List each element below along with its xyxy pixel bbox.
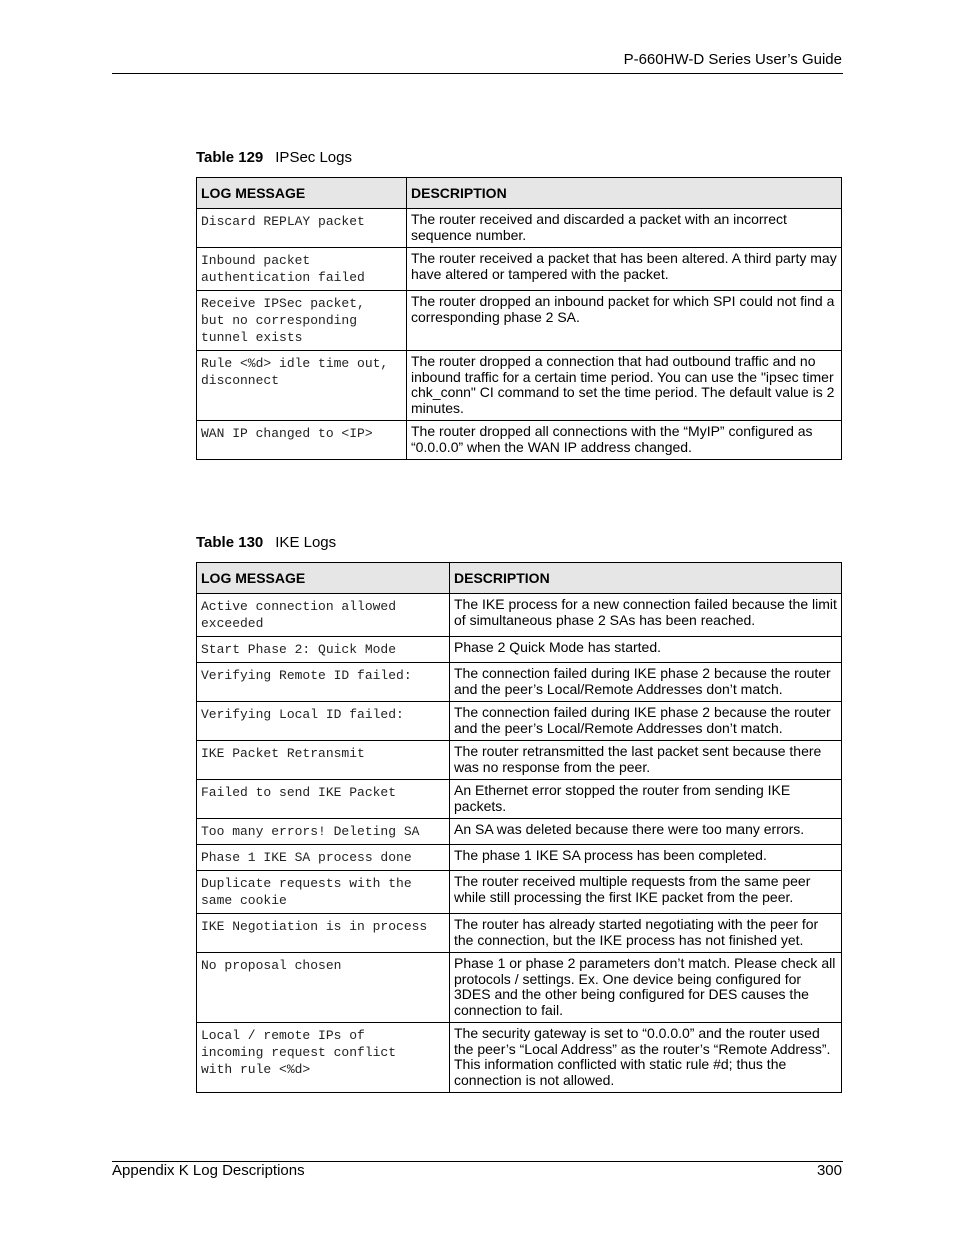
description-cell: The IKE process for a new connection failed because the limit of simultaneous phase 2 SAs has been reached. — [450, 594, 842, 637]
description-cell: The router received multiple requests from the same peer while still processing the first IKE packet from the peer. — [450, 871, 842, 914]
table-row — [197, 594, 842, 637]
table-129-caption — [196, 149, 352, 166]
description-cell: The router dropped all connections with the “MyIP” configured as “0.0.0.0” when the WAN IP address changed. — [407, 421, 842, 460]
description-cell: An SA was deleted because there were too many errors. — [450, 819, 842, 845]
column-header-description: DESCRIPTION — [407, 178, 842, 209]
log-message-cell: Local / remote IPs of incoming request conflict with rule <%d> — [197, 1023, 450, 1093]
page-number: 300 — [816, 1162, 842, 1179]
log-message-cell: Verifying Remote ID failed: — [197, 663, 450, 702]
table-row — [197, 780, 842, 819]
log-message-cell: Start Phase 2: Quick Mode — [197, 637, 450, 663]
log-message-cell: WAN IP changed to <IP> — [197, 421, 407, 460]
table-row — [197, 914, 842, 953]
description-cell: The phase 1 IKE SA process has been completed. — [450, 845, 842, 871]
table-row — [197, 871, 842, 914]
log-message-cell: IKE Negotiation is in process — [197, 914, 450, 953]
table-row — [197, 248, 842, 291]
log-message-cell: Phase 1 IKE SA process done — [197, 845, 450, 871]
table-row — [197, 953, 842, 1023]
log-message-cell: Inbound packet authentication failed — [197, 248, 407, 291]
log-message-cell: Rule <%d> idle time out, disconnect — [197, 351, 407, 421]
column-header-description: DESCRIPTION — [450, 563, 842, 594]
table-129-number: Table 129 — [196, 149, 264, 166]
column-header-log-message: LOG MESSAGE — [197, 563, 450, 594]
table-row — [197, 702, 842, 741]
table-row — [197, 663, 842, 702]
description-cell: The router received and discarded a packet with an incorrect sequence number. — [407, 209, 842, 248]
ipsec-logs-table — [196, 177, 842, 460]
description-cell: Phase 2 Quick Mode has started. — [450, 637, 842, 663]
description-cell: The router retransmitted the last packet sent because there was no response from the peer. — [450, 741, 842, 780]
table-row — [197, 351, 842, 421]
log-message-cell: Verifying Local ID failed: — [197, 702, 450, 741]
table-row — [197, 421, 842, 460]
log-message-cell: Active connection allowed exceeded — [197, 594, 450, 637]
description-cell: The security gateway is set to “0.0.0.0” and the router used the peer’s “Local Address” as the router’s “Remote Address”. This information conflicted with static rule #d; thus the connection is not allowed. — [450, 1023, 842, 1093]
table-129-title: IPSec Logs — [275, 149, 352, 166]
log-message-cell: Failed to send IKE Packet — [197, 780, 450, 819]
table-130-caption — [196, 534, 336, 551]
table-row — [197, 1023, 842, 1093]
log-message-cell: No proposal chosen — [197, 953, 450, 1023]
table-row — [197, 291, 842, 351]
table-row — [197, 637, 842, 663]
table-row — [197, 819, 842, 845]
running-header-title: P-660HW-D Series User’s Guide — [623, 51, 842, 68]
log-message-cell: IKE Packet Retransmit — [197, 741, 450, 780]
log-message-cell: Receive IPSec packet, but no corresponding tunnel exists — [197, 291, 407, 351]
description-cell: The router received a packet that has been altered. A third party may have altered or tampered with the packet. — [407, 248, 842, 291]
table-header-row — [197, 178, 842, 209]
log-message-cell: Duplicate requests with the same cookie — [197, 871, 450, 914]
description-cell: The connection failed during IKE phase 2 because the router and the peer’s Local/Remote Addresses don’t match. — [450, 663, 842, 702]
log-message-cell: Discard REPLAY packet — [197, 209, 407, 248]
ike-logs-table — [196, 562, 842, 1093]
header-divider — [112, 73, 843, 74]
table-130-title: IKE Logs — [275, 534, 337, 551]
description-cell: The router has already started negotiating with the peer for the connection, but the IKE process has not finished yet. — [450, 914, 842, 953]
footer-section-title: Appendix K Log Descriptions — [112, 1162, 305, 1179]
description-cell: Phase 1 or phase 2 parameters don’t match. Please check all protocols / settings. Ex. One device being configured for 3DES and the other being configured for DES causes the connection to fail. — [450, 953, 842, 1023]
log-message-cell: Too many errors! Deleting SA — [197, 819, 450, 845]
table-row — [197, 741, 842, 780]
column-header-log-message: LOG MESSAGE — [197, 178, 407, 209]
table-130-number: Table 130 — [196, 534, 264, 551]
table-header-row — [197, 563, 842, 594]
description-cell: An Ethernet error stopped the router from sending IKE packets. — [450, 780, 842, 819]
table-row — [197, 845, 842, 871]
table-row — [197, 209, 842, 248]
description-cell: The connection failed during IKE phase 2 because the router and the peer’s Local/Remote Addresses don’t match. — [450, 702, 842, 741]
description-cell: The router dropped a connection that had outbound traffic and no inbound traffic for a certain time period. You can use the "ipsec timer chk_conn" CI command to set the time period. The default value is 2 minutes. — [407, 351, 842, 421]
description-cell: The router dropped an inbound packet for which SPI could not find a corresponding phase 2 SA. — [407, 291, 842, 351]
